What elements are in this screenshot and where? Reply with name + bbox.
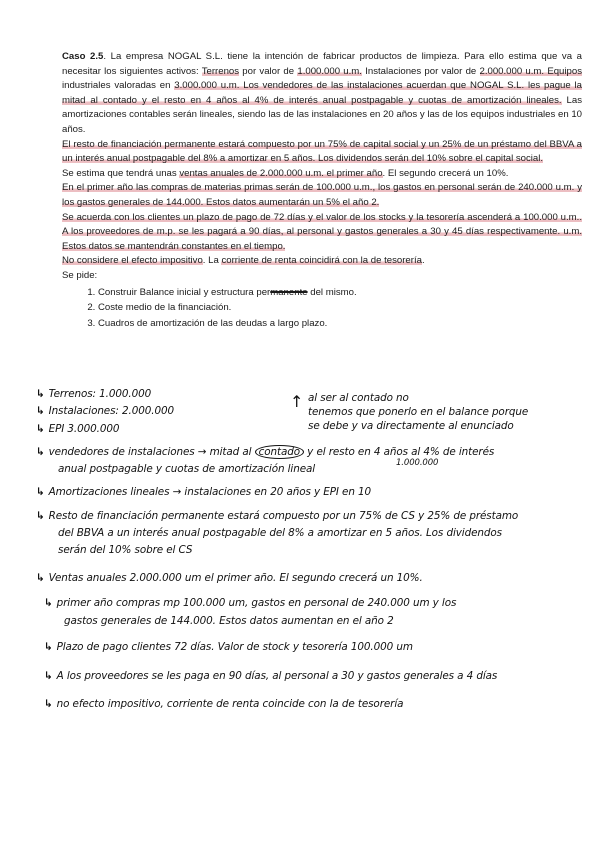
task-item: 1. Construir Balance inicial y estructura permanente del mismo. [98, 285, 582, 301]
note-financiacion: ↳ Resto de financiación permanente estará compuesto por un 75% de CS y 25% de préstamo [36, 510, 519, 522]
note-financiacion-3: serán del 10% sobre el CS [58, 544, 193, 556]
note-vendedores-amount: 1.000.000 [396, 458, 439, 468]
se-pide-label: Se pide: [62, 269, 98, 281]
note-vendedores-2: anual postpagable y cuotas de amortización lineal [58, 463, 316, 475]
note-proveedores: ↳ A los proveedores se les paga en 90 días, al personal a 30 y gastos generales a 4 días [44, 670, 498, 682]
arrow-icon: ↳ [36, 510, 45, 522]
case-paragraph-sales: Se estima que tendrá unas ventas anuales de 2.000.000 u.m. el primer año. El segundo crecerá un 10%. [62, 167, 509, 179]
case-title: Caso 2.5 [62, 51, 104, 62]
note-plazo-pago: ↳ Plazo de pago clientes 72 días. Valor de stock y tesorería 100.000 um [44, 641, 413, 653]
task-item: 3. Cuadros de amortización de las deudas a largo plazo. [98, 316, 582, 332]
case-paragraph-terms: Se acuerda con los clientes un plazo de pago de 72 días y el valor de los stocks y la tesorería ascenderá a 100.000 u.m.. A los proveedores de m.p. se les pagará a 90 días, al personal y gastos generales a 30 y 45 días respectivamente. u.m. Estos datos se mantendrán constantes en el tiempo. [62, 211, 582, 252]
arrow-icon: ↳ [44, 698, 53, 710]
note-ventas: ↳ Ventas anuales 2.000.000 um el primer año. El segundo crecerá un 10%. [36, 572, 423, 584]
note-side-2: tenemos que ponerlo en el balance porque [308, 406, 529, 418]
arrow-icon: ↳ [36, 388, 45, 400]
arrow-icon: ↳ [36, 405, 45, 417]
arrow-icon: ↳ [36, 572, 45, 584]
note-primer-ano-2: gastos generales de 144.000. Estos datos aumentan en el año 2 [64, 615, 394, 627]
arrow-icon: ↳ [44, 597, 53, 609]
arrow-icon: ↳ [36, 423, 45, 435]
note-side-1: al ser al contado no [308, 392, 409, 404]
note-instalaciones: ↳ Instalaciones: 2.000.000 [36, 405, 175, 417]
note-impositivo: ↳ no efecto impositivo, corriente de renta coincide con la de tesorería [44, 698, 404, 710]
case-paragraph-intro: Caso 2.5. La empresa NOGAL S.L. tiene la intención de fabricar productos de limpieza. Para ello estima que va a necesitar los siguientes activos: Terrenos por valor de 1.000.000 u.m. Instalaciones por valor de 2.000.000 u.m. Equipos industriales valoradas en 3.000.000 u.m. Los vendedores de las instalaciones acuerdan que NOGAL S.L. les pague la mitad al contado y el resto en 4 años al 4% de interés anual postpagable y cuotas de amortización lineales. Las amortizaciones contables serán lineales, siendo las de las instalaciones en 20 años y las de los equipos industriales en 10 años. [62, 51, 583, 135]
note-terrenos: ↳ Terrenos: 1.000.000 [36, 388, 152, 400]
case-paragraph-financing: El resto de financiación permanente estará compuesto por un 75% de capital social y un 25% de un préstamo del BBVA a un interés anual postpagable del 8% a amortizar en 5 años. Los dividendos serán del 10% sobre el capital social. [62, 138, 582, 165]
case-paragraph-tax: No considere el efecto impositivo. La corriente de renta coincidirá con la de tesorería. [62, 255, 425, 267]
note-vendedores: ↳ vendedores de instalaciones → mitad al contado y el resto en 4 años al 4% de interés [36, 446, 495, 458]
note-primer-ano: ↳ primer año compras mp 100.000 um, gastos en personal de 240.000 um y los [44, 597, 457, 609]
note-epi: ↳ EPI 3.000.000 [36, 423, 120, 435]
arrow-icon: ↳ [44, 641, 53, 653]
note-financiacion-2: del BBVA a un interés anual postpagable del 8% a amortizar en 5 años. Los dividendos [58, 527, 502, 539]
note-amortizaciones: ↳ Amortizaciones lineales → instalaciones en 20 años y EPI en 10 [36, 486, 372, 498]
arrow-icon: ↳ [36, 486, 45, 498]
note-side-3: se debe y va directamente al enunciado [308, 420, 514, 432]
task-item: 2. Coste medio de la financiación. [98, 300, 582, 316]
case-paragraph-costs: En el primer año las compras de materias primas serán de 100.000 u.m., los gastos en personal serán de 240.000 u.m. y los gastos generales de 144.000. Estos datos aumentarán un 5% el año 2. [62, 182, 582, 208]
arrow-icon: ↳ [44, 670, 53, 682]
up-arrow-icon: ↑ [290, 392, 304, 411]
arrow-icon: ↳ [36, 446, 45, 458]
